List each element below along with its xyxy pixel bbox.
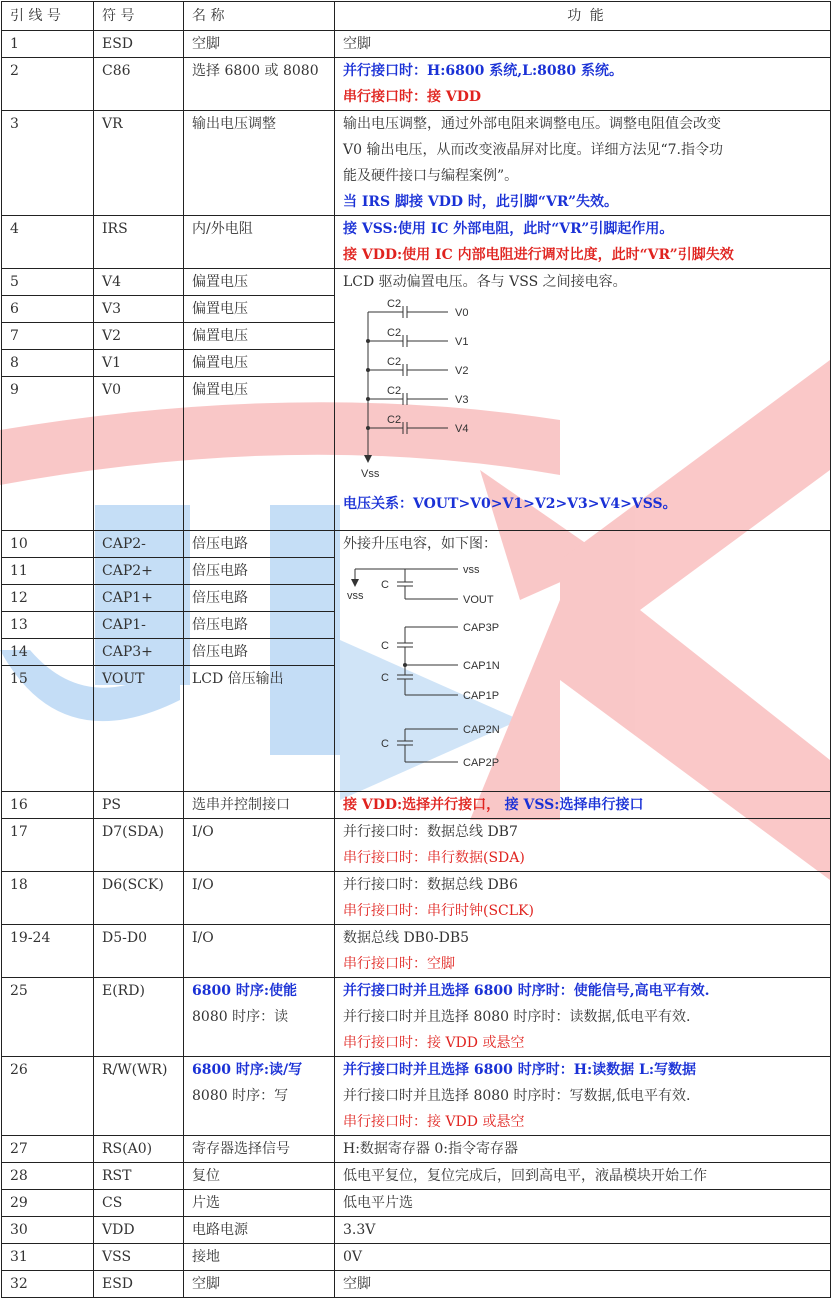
name-cell: 偏置电压: [184, 296, 335, 323]
table-row: [2, 872, 831, 925]
booster-capacitor-diagram: [343, 557, 563, 787]
name-cell: 倍压电路: [184, 612, 335, 639]
pin-cell: 31: [2, 1244, 94, 1271]
function-cell: [335, 978, 831, 1057]
table-row: [2, 1271, 831, 1298]
name-line: 6800 时序:读/写: [192, 1062, 303, 1078]
header-pin: 引 线 号: [2, 2, 94, 31]
header-function: 功 能: [335, 2, 831, 31]
cap-pin-label: CAP1P: [463, 690, 500, 702]
function-line: 并行接口时：H:6800 系统,L:8080 系统。: [343, 63, 623, 79]
symbol-cell: D5-D0: [94, 925, 184, 978]
symbol-cell: PS: [94, 792, 184, 819]
function-line: 数据总线 DB0-DB5: [343, 930, 470, 946]
symbol-cell: D7(SDA): [94, 819, 184, 872]
function-line: LCD 驱动偏置电压。各与 VSS 之间接电容。: [343, 274, 627, 290]
function-cell: [335, 925, 831, 978]
function-cell: [335, 531, 831, 792]
function-line: 串行接口时：接 VDD 或悬空: [343, 1114, 525, 1130]
cap-label: C2: [387, 385, 402, 397]
pin-cell: 13: [2, 612, 94, 639]
pin-cell: 27: [2, 1136, 94, 1163]
cap-label: C2: [387, 327, 402, 339]
name-cell: 倍压电路: [184, 585, 335, 612]
name-cell: [184, 1057, 335, 1136]
pin-cell: 9: [2, 377, 94, 531]
function-line: 接 VDD:选择并行接口，: [343, 797, 501, 813]
pin-cell: 3: [2, 111, 94, 216]
name-cell: 空脚: [184, 31, 335, 58]
symbol-cell: IRS: [94, 216, 184, 269]
function-line: 低电平片选: [343, 1195, 413, 1211]
name-cell: LCD 倍压输出: [184, 666, 335, 792]
out-label: V2: [455, 365, 469, 377]
symbol-cell: CAP1-: [94, 612, 184, 639]
function-line: 串行接口时：串行数据(SDA): [343, 850, 525, 866]
function-cell: [335, 1244, 831, 1271]
function-line: 串行接口时：接 VDD: [343, 89, 482, 105]
table-row: [2, 216, 831, 269]
name-cell: I/O: [184, 819, 335, 872]
symbol-cell: V3: [94, 296, 184, 323]
name-cell: 接地: [184, 1244, 335, 1271]
function-line: 电压关系：VOUT>V0>V1>V2>V3>V4>VSS。: [343, 496, 677, 512]
pin-cell: 19-24: [2, 925, 94, 978]
symbol-cell: VDD: [94, 1217, 184, 1244]
table-row: [2, 925, 831, 978]
symbol-cell: CAP1+: [94, 585, 184, 612]
out-label: V0: [455, 307, 469, 319]
function-cell: [335, 31, 831, 58]
function-line: 当 IRS 脚接 VDD 时，此引脚“VR”失效。: [343, 194, 619, 210]
name-cell: 复位: [184, 1163, 335, 1190]
function-line: 接 VSS:选择串行接口: [504, 797, 644, 813]
out-label: V1: [455, 336, 469, 348]
pin-cell: 8: [2, 350, 94, 377]
table-row: [2, 1217, 831, 1244]
cap-label: C: [381, 672, 389, 684]
symbol-cell: ESD: [94, 31, 184, 58]
pin-cell: 16: [2, 792, 94, 819]
function-line: 空脚: [343, 36, 371, 52]
symbol-cell: V2: [94, 323, 184, 350]
cap-pin-label: CAP1N: [463, 660, 500, 672]
name-cell: 寄存器选择信号: [184, 1136, 335, 1163]
out-label: V3: [455, 394, 469, 406]
name-cell: [184, 978, 335, 1057]
cap-pin-label: CAP2N: [463, 724, 500, 736]
vss-label: vss: [463, 564, 480, 576]
table-row: [2, 1244, 831, 1271]
name-cell: 偏置电压: [184, 269, 335, 296]
name-cell: 输出电压调整: [184, 111, 335, 216]
table-row: [2, 1190, 831, 1217]
cap-pin-label: CAP2P: [463, 757, 500, 769]
table-row: [2, 31, 831, 58]
name-cell: 偏置电压: [184, 377, 335, 531]
pin-cell: 7: [2, 323, 94, 350]
symbol-cell: V4: [94, 269, 184, 296]
symbol-cell: C86: [94, 58, 184, 111]
name-cell: 空脚: [184, 1271, 335, 1298]
function-cell: [335, 58, 831, 111]
table-row: [2, 58, 831, 111]
symbol-cell: RST: [94, 1163, 184, 1190]
pin-cell: 6: [2, 296, 94, 323]
function-cell: [335, 872, 831, 925]
function-line: H:数据寄存器 0:指令寄存器: [343, 1141, 518, 1157]
bias-capacitor-diagram: [343, 295, 543, 491]
table-row: [2, 792, 831, 819]
function-cell: [335, 1271, 831, 1298]
pin-cell: 15: [2, 666, 94, 792]
symbol-cell: V1: [94, 350, 184, 377]
pin-cell: 28: [2, 1163, 94, 1190]
symbol-cell: D6(SCK): [94, 872, 184, 925]
name-cell: 倍压电路: [184, 531, 335, 558]
cap-label: C: [381, 738, 389, 750]
table-header: [2, 2, 831, 31]
symbol-cell: R/W(WR): [94, 1057, 184, 1136]
table-row: [2, 819, 831, 872]
pin-cell: 25: [2, 978, 94, 1057]
table-row: [2, 269, 831, 296]
function-cell: [335, 1136, 831, 1163]
name-cell: 电路电源: [184, 1217, 335, 1244]
name-cell: 偏置电压: [184, 350, 335, 377]
cap-label: C: [381, 579, 389, 591]
pin-cell: 4: [2, 216, 94, 269]
symbol-cell: CAP3+: [94, 639, 184, 666]
name-cell: 偏置电压: [184, 323, 335, 350]
function-line: 并行接口时并且选择 6800 时序时：使能信号,高电平有效.: [343, 983, 710, 999]
pin-cell: 10: [2, 531, 94, 558]
cap-label: C2: [387, 414, 402, 426]
symbol-cell: CAP2+: [94, 558, 184, 585]
table-row: [2, 978, 831, 1057]
pin-cell: 5: [2, 269, 94, 296]
function-line: 接 VSS:使用 IC 外部电阻，此时“VR”引脚起作用。: [343, 221, 674, 237]
function-line: 并行接口时并且选择 8080 时序时：读数据,低电平有效.: [343, 1009, 691, 1025]
function-cell: [335, 819, 831, 872]
out-label: V4: [455, 423, 469, 435]
pin-cell: 1: [2, 31, 94, 58]
header-name: 名 称: [184, 2, 335, 31]
function-line: 并行接口时并且选择 8080 时序时：写数据,低电平有效.: [343, 1088, 691, 1104]
function-line: 空脚: [343, 1276, 371, 1292]
name-cell: 片选: [184, 1190, 335, 1217]
function-line: 外接升压电容，如下图：: [343, 536, 497, 552]
gnd-label: Vss: [361, 468, 380, 480]
table-row: [2, 531, 831, 558]
function-cell: [335, 1217, 831, 1244]
vout-label: VOUT: [463, 594, 494, 606]
pin-cell: 30: [2, 1217, 94, 1244]
name-cell: 内/外电阻: [184, 216, 335, 269]
pin-cell: 12: [2, 585, 94, 612]
function-line: 并行接口时并且选择 6800 时序时：H:读数据 L:写数据: [343, 1062, 696, 1078]
function-line: 能及硬件接口与编程案例”。: [343, 168, 519, 184]
pin-cell: 26: [2, 1057, 94, 1136]
function-line: 串行接口时：空脚: [343, 956, 455, 972]
function-cell: [335, 269, 831, 531]
cap-label: C: [381, 640, 389, 652]
cap-pin-label: CAP3P: [463, 622, 500, 634]
function-cell: [335, 111, 831, 216]
symbol-cell: E(RD): [94, 978, 184, 1057]
vss-label: vss: [347, 590, 364, 602]
symbol-cell: CS: [94, 1190, 184, 1217]
name-line: 8080 时序：读: [192, 1009, 289, 1025]
pin-cell: 11: [2, 558, 94, 585]
header-symbol: 符 号: [94, 2, 184, 31]
function-cell: [335, 216, 831, 269]
symbol-cell: VR: [94, 111, 184, 216]
function-cell: [335, 1057, 831, 1136]
function-line: 并行接口时：数据总线 DB6: [343, 877, 518, 893]
table-row: [2, 1136, 831, 1163]
cap-label: C2: [387, 356, 402, 368]
name-line: 8080 时序：写: [192, 1088, 289, 1104]
function-line: 3.3V: [343, 1222, 376, 1238]
pin-cell: 18: [2, 872, 94, 925]
name-cell: 倍压电路: [184, 558, 335, 585]
name-cell: 选择 6800 或 8080: [184, 58, 335, 111]
name-cell: I/O: [184, 872, 335, 925]
function-cell: [335, 1190, 831, 1217]
function-line: 并行接口时：数据总线 DB7: [343, 824, 518, 840]
function-cell: [335, 1163, 831, 1190]
pin-cell: 17: [2, 819, 94, 872]
name-cell: I/O: [184, 925, 335, 978]
name-cell: 倍压电路: [184, 639, 335, 666]
function-line: 输出电压调整，通过外部电阻来调整电压。调整电阻值会改变: [343, 116, 721, 132]
symbol-cell: V0: [94, 377, 184, 531]
pin-cell: 14: [2, 639, 94, 666]
function-line: V0 输出电压，从而改变液晶屏对比度。详细方法见“7.指令功: [343, 142, 723, 158]
pin-cell: 32: [2, 1271, 94, 1298]
table-row: [2, 111, 831, 216]
symbol-cell: ESD: [94, 1271, 184, 1298]
table-row: [2, 1057, 831, 1136]
function-line: 串行接口时：接 VDD 或悬空: [343, 1035, 525, 1051]
function-line: 接 VDD:使用 IC 内部电阻进行调对比度，此时“VR”引脚失效: [343, 247, 734, 263]
name-line: 6800 时序:使能: [192, 983, 298, 999]
function-line: 0V: [343, 1249, 363, 1265]
name-cell: 选串并控制接口: [184, 792, 335, 819]
pin-cell: 2: [2, 58, 94, 111]
function-line: 串行接口时：串行时钟(SCLK): [343, 903, 534, 919]
function-line: 低电平复位，复位完成后，回到高电平，液晶模块开始工作: [343, 1168, 707, 1184]
symbol-cell: RS(A0): [94, 1136, 184, 1163]
symbol-cell: VSS: [94, 1244, 184, 1271]
cap-label: C2: [387, 298, 402, 310]
symbol-cell: VOUT: [94, 666, 184, 792]
pin-cell: 29: [2, 1190, 94, 1217]
table-row: [2, 1163, 831, 1190]
symbol-cell: CAP2-: [94, 531, 184, 558]
function-cell: [335, 792, 831, 819]
pin-table: [1, 1, 831, 1298]
